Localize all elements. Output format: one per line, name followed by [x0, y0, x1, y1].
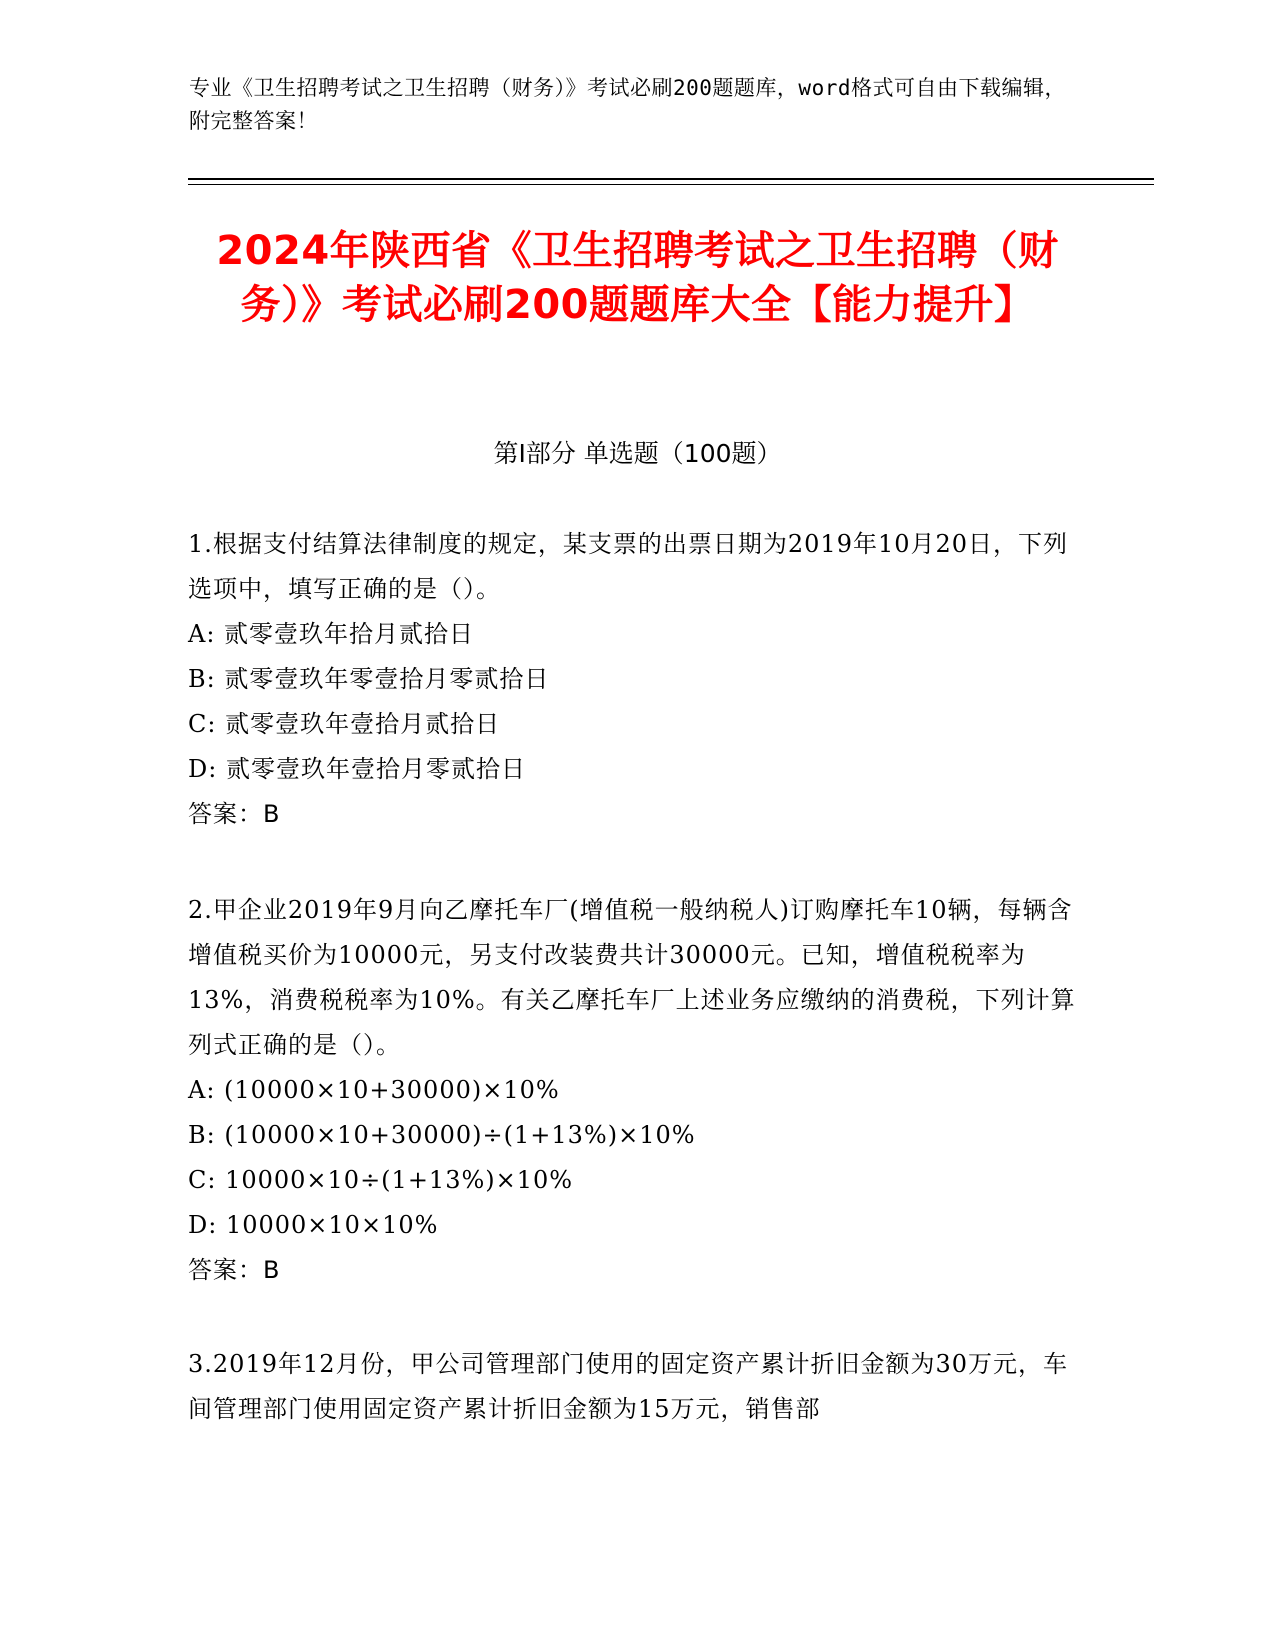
- option-c: C: 贰零壹玖年壹拾月贰拾日: [188, 710, 501, 738]
- option-d: D: 贰零壹玖年壹拾月零贰拾日: [188, 755, 526, 783]
- question-stem: 2.甲企业2019年9月向乙摩托车厂(增值税一般纳税人)订购摩托车10辆，每辆含增值税买价为10000元，另支付改装费共计30000元。已知，增值税税率为13%，消费税税率为10%。有关乙摩托车厂上述业务应缴纳的消费税，下列计算列式正确的是（）。: [188, 896, 1076, 1059]
- document-title: 2024年陕西省《卫生招聘考试之卫生招聘（财务）》考试必刷200题题库大全【能力提升】: [216, 228, 1059, 328]
- answer: 答案：B: [188, 800, 281, 828]
- option-d: D: 10000×10×10%: [188, 1211, 439, 1239]
- header-note: 专业《卫生招聘考试之卫生招聘（财务）》考试必刷200题题库，word格式可自由下载编辑，附完整答案！: [189, 76, 1066, 133]
- question-3: [188, 1342, 1088, 1432]
- header-divider-thin: [188, 184, 1154, 185]
- section-title: 第I部分 单选题（100题）: [493, 439, 782, 468]
- option-a: A: 贰零壹玖年拾月贰拾日: [188, 620, 475, 648]
- header-divider: [188, 178, 1154, 180]
- question-2: [188, 888, 1088, 1293]
- option-a: A: (10000×10+30000)×10%: [188, 1076, 560, 1104]
- question-stem: 3.2019年12月份，甲公司管理部门使用的固定资产累计折旧金额为30万元，车间管理部门使用固定资产累计折旧金额为15万元，销售部: [188, 1350, 1069, 1423]
- question-1: [188, 522, 1088, 837]
- option-b: B: 贰零壹玖年零壹拾月零贰拾日: [188, 665, 550, 693]
- question-stem: 1.根据支付结算法律制度的规定，某支票的出票日期为2019年10月20日，下列选项中，填写正确的是（）。: [188, 530, 1069, 603]
- answer: 答案：B: [188, 1256, 281, 1284]
- option-c: C: 10000×10÷(1+13%)×10%: [188, 1166, 574, 1194]
- option-b: B: (10000×10+30000)÷(1+13%)×10%: [188, 1121, 696, 1149]
